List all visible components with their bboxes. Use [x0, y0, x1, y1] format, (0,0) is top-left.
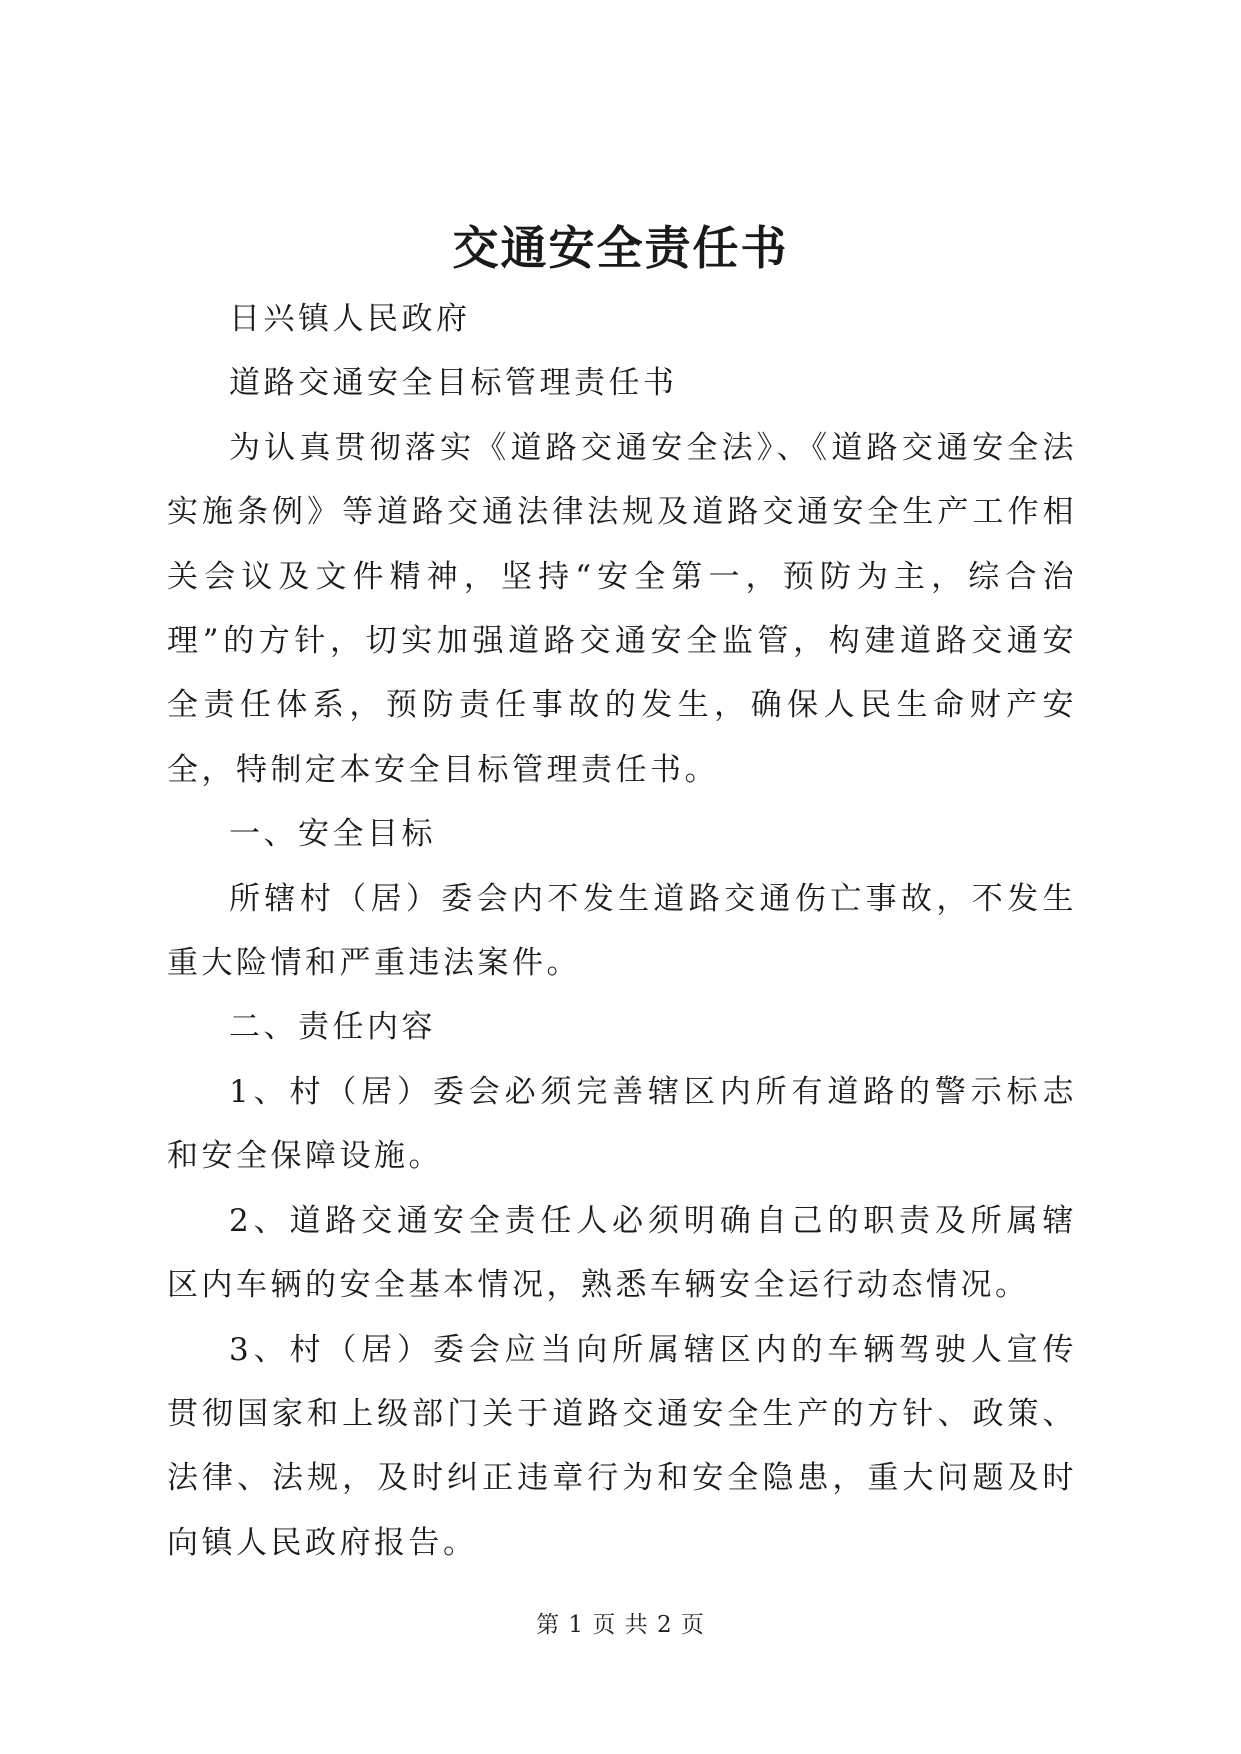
paragraph-issuer: 日兴镇人民政府 — [229, 301, 471, 337]
section-heading-responsibilities: 二、责任内容 — [229, 1009, 436, 1046]
paragraph-item-2: 2、道路交通安全责任人必须明确自己的职责及所属辖区内车辆的安全基本情况，熟悉车辆安全运行动态情况。 — [167, 1202, 1077, 1304]
paragraph-subtitle: 道路交通安全目标管理责任书 — [229, 365, 678, 402]
paragraph-preamble: 为认真贯彻落实《道路交通安全法》、《道路交通安全法实施条例》等道路交通法律法规及道路交通安全生产工作相关会议及文件精神，坚持“安全第一，预防为主，综合治理”的方针，切实加强道路交通安全监管，构建道路交通安全责任体系，预防责任事故的发生，确保人民生命财产安全，特制定本安全目标管理责任书。 — [167, 429, 1077, 788]
paragraph-goals: 所辖村（居）委会内不发生道路交通伤亡事故，不发生重大险情和严重违法案件。 — [167, 880, 1077, 982]
page-footer: 第 1 页 共 2 页 — [536, 1612, 705, 1638]
section-heading-goals: 一、安全目标 — [229, 816, 436, 853]
document-title: 交通安全责任书 — [452, 221, 789, 275]
document-body — [167, 287, 1077, 1575]
paragraph-item-1: 1、村（居）委会必须完善辖区内所有道路的警示标志和安全保障设施。 — [167, 1073, 1077, 1175]
paragraph-item-3: 3、村（居）委会应当向所属辖区内的车辆驾驶人宣传贯彻国家和上级部门关于道路交通安全生产的方针、政策、法律、法规，及时纠正违章行为和安全隐患，重大问题及时向镇人民政府报告。 — [167, 1331, 1077, 1561]
